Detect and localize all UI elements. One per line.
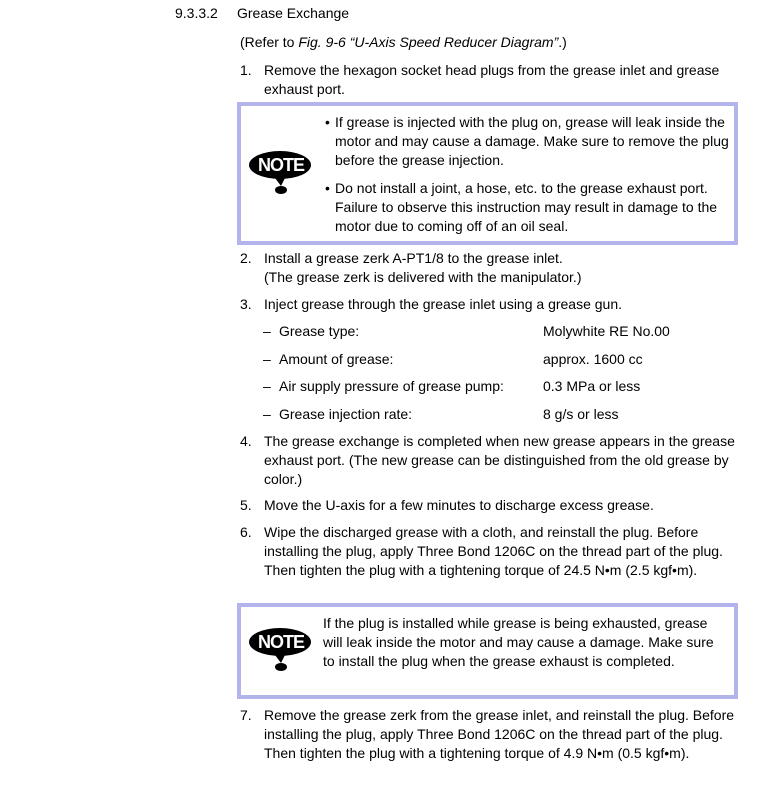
- note-label: NOTE: [257, 632, 304, 652]
- section-number: 9.3.3.2: [175, 5, 218, 21]
- note-box-2: [237, 603, 738, 699]
- section-title: Grease Exchange: [237, 5, 350, 21]
- note-icon: [249, 148, 313, 196]
- note-icon: [249, 625, 313, 673]
- section-heading: [175, 4, 349, 23]
- figure-link: Fig. 9-6 “U-Axis Speed Reducer Diagram”: [298, 34, 559, 50]
- note-2-text: If the plug is installed while grease is being exhausted, grease will leak inside the motor and may cause a damage. Make sure to install the plug when the grease exhaust is completed.: [323, 615, 714, 669]
- note-label: NOTE: [257, 155, 304, 175]
- note-box-1: NOTE • If grease is injected with the plug on, grease will leak inside the motor and may cause a damage. Make sure to remove the plug before the grease injection. • Do not install a joint, a hose, etc. to the grease exhaust port. Failure to observe this instruction may result in damage to the motor due to coming off of an oil seal.: [237, 102, 738, 245]
- figure-reference: (Refer to Fig. 9-6 “U-Axis Speed Reducer Diagram”.): [240, 34, 567, 50]
